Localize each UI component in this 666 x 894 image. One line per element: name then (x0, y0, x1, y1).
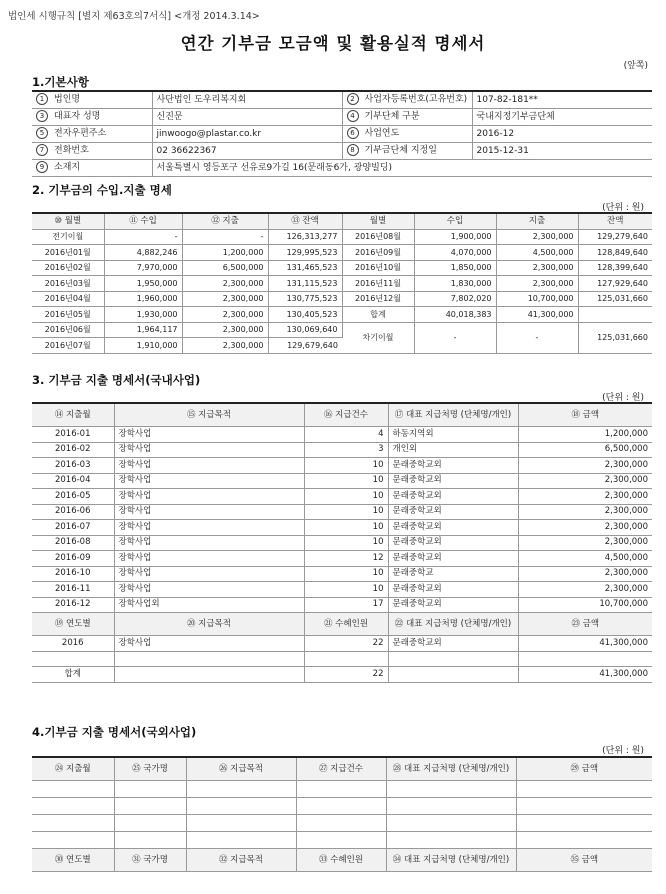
info-label (32, 160, 152, 177)
item-number-badge: 4 (347, 110, 359, 122)
info-value: 2016-12 (472, 126, 652, 143)
info-label (32, 109, 152, 126)
month-cell: 2016-11 (32, 582, 114, 598)
column-header: ㉑ 수혜인원 (304, 613, 388, 636)
table-cell: 1,964,117 (104, 322, 182, 338)
table-row (32, 597, 652, 613)
item-number-badge: 7 (36, 144, 48, 156)
table-cell: 1,960,000 (104, 291, 182, 307)
column-header: ⑮ 지급목적 (114, 403, 304, 427)
table-cell: 2,300,000 (496, 229, 578, 245)
column-header: ⑭ 지출월 (32, 403, 114, 427)
section2-unit: (단위 : 원) (602, 203, 644, 213)
column-header: ㉖ 지급목적 (186, 757, 296, 781)
column-header: 수입 (414, 213, 496, 229)
amount-cell: 2,300,000 (518, 489, 652, 505)
column-header: ㉓ 금액 (518, 613, 652, 636)
item-number-badge: 6 (347, 127, 359, 139)
amount-cell: 10,700,000 (518, 597, 652, 613)
empty-cell (516, 815, 652, 832)
table-row (32, 245, 652, 261)
info-row (32, 143, 652, 160)
field-label: 전화번호 (54, 145, 89, 156)
purpose-cell: 장학사업 (114, 473, 304, 489)
column-header: ⑰ 대표 지급처명 (단체명/개인) (388, 403, 518, 427)
count-cell: 17 (304, 597, 388, 613)
column-header: 지출 (496, 213, 578, 229)
recipient-cell: 문래중학교외 (388, 504, 518, 520)
empty-cell (388, 651, 518, 667)
table-cell: 10,700,000 (496, 291, 578, 307)
section3-heading: 3. 기부금 지출 명세서(국내사업) (32, 373, 201, 387)
table-cell: 40,018,383 (414, 307, 496, 323)
info-row (32, 109, 652, 126)
table-cell: 2016년07월 (32, 338, 104, 354)
purpose-cell: 장학사업 (114, 551, 304, 567)
empty-cell (296, 815, 386, 832)
month-cell: 2016-01 (32, 427, 114, 443)
total-amount: 41,300,000 (518, 667, 652, 683)
section4-heading: 4.기부금 지출 명세서(국외사업) (32, 725, 197, 739)
info-label (32, 126, 152, 143)
recipient-cell: 문래중학교외 (388, 535, 518, 551)
table-row (32, 489, 652, 505)
empty-cell (386, 832, 516, 849)
empty-cell (114, 832, 186, 849)
table-row (32, 260, 652, 276)
table-cell: 128,849,640 (578, 245, 652, 261)
info-label (342, 126, 472, 143)
table-cell: 2016년05월 (32, 307, 104, 323)
purpose-cell: 장학사업 (114, 427, 304, 443)
table-cell: 130,405,523 (268, 307, 342, 323)
table-cell: - (104, 229, 182, 245)
info-label (32, 91, 152, 109)
column-header: ㉙ 금액 (516, 757, 652, 781)
table-cell: 130,069,640 (268, 322, 342, 338)
info-value: 국내지정기부금단체 (472, 109, 652, 126)
amount-cell: 1,200,000 (518, 427, 652, 443)
table-cell: 1,830,000 (414, 276, 496, 292)
year-cell: 2016 (32, 636, 114, 652)
column-header: ⑳ 지급목적 (114, 613, 304, 636)
address-value: 서울특별시 영등포구 선유로9가길 16(문래동6가, 광양빌딩) (152, 160, 652, 177)
purpose-cell: 장학사업 (114, 535, 304, 551)
table-row (32, 427, 652, 443)
table-row (32, 442, 652, 458)
page-title: 연간 기부금 모금액 및 활용실적 명세서 (180, 34, 486, 53)
empty-row (32, 798, 652, 815)
info-label (32, 143, 152, 160)
empty-cell (186, 815, 296, 832)
count-cell: 10 (304, 535, 388, 551)
amount-cell: 2,300,000 (518, 535, 652, 551)
column-header: ㉝ 수혜인원 (296, 849, 386, 872)
column-header: ㉛ 국가명 (114, 849, 186, 872)
purpose-cell: 장학사업 (114, 458, 304, 474)
month-cell: 2016-08 (32, 535, 114, 551)
table-cell: 전기이월 (32, 229, 104, 245)
info-value: 사단법인 도우리복지회 (152, 91, 342, 109)
empty-cell (304, 651, 388, 667)
table-row (32, 520, 652, 536)
count-cell: 10 (304, 473, 388, 489)
table-header-row (32, 757, 652, 781)
section3-unit: (단위 : 원) (602, 393, 644, 403)
count-cell: 4 (304, 427, 388, 443)
field-label: 기부단체 구분 (364, 111, 420, 122)
total-count: 22 (304, 667, 388, 683)
recipient-cell: 문래중학교외 (388, 597, 518, 613)
table-row (32, 307, 652, 323)
empty-cell (296, 798, 386, 815)
table-cell: 2,300,000 (496, 260, 578, 276)
table-cell: 6,500,000 (182, 260, 268, 276)
count-cell: 3 (304, 442, 388, 458)
section1-heading: 1.기본사항 (32, 75, 89, 89)
field-label: 대표자 성명 (54, 111, 101, 122)
domestic-expense-table (32, 402, 652, 683)
info-value: 신진문 (152, 109, 342, 126)
purpose-cell: 장학사업 (114, 489, 304, 505)
table-cell: 1,850,000 (414, 260, 496, 276)
recipient-cell: 문래중학교외 (388, 551, 518, 567)
beneficiary-count-cell: 22 (304, 636, 388, 652)
column-header: ㉟ 금액 (516, 849, 652, 872)
table-cell: 2016년09월 (342, 245, 414, 261)
empty-cell (186, 832, 296, 849)
purpose-cell: 장학사업외 (114, 597, 304, 613)
empty-cell (516, 832, 652, 849)
total-row (32, 667, 652, 683)
table-cell: 1,950,000 (104, 276, 182, 292)
carry-over-label: 차기이월 (342, 322, 414, 353)
table-cell: 2016년12월 (342, 291, 414, 307)
empty-cell (32, 798, 114, 815)
info-row (32, 126, 652, 143)
form-reference: 법인세 시행규칙 [별지 제63호의7서식] <개정 2014.3.14> (8, 11, 260, 22)
table-cell: 2,300,000 (182, 322, 268, 338)
table-cell: 2016년04월 (32, 291, 104, 307)
info-value: 2015-12-31 (472, 143, 652, 160)
column-header: ㉞ 대표 지급처명 (단체명/개인) (386, 849, 516, 872)
table-cell: 127,929,640 (578, 276, 652, 292)
overseas-expense-table (32, 756, 652, 872)
count-cell: 10 (304, 489, 388, 505)
item-number-badge: 3 (36, 110, 48, 122)
field-label: 기부금단체 지정일 (364, 145, 437, 156)
column-header: ㉘ 대표 지급처명 (단체명/개인) (386, 757, 516, 781)
table-cell: 2016년01월 (32, 245, 104, 261)
month-cell: 2016-03 (32, 458, 114, 474)
table-cell: 41,300,000 (496, 307, 578, 323)
table-cell: 합계 (342, 307, 414, 323)
empty-cell (186, 798, 296, 815)
amount-cell: 41,300,000 (518, 636, 652, 652)
column-header: ㉜ 지급목적 (186, 849, 296, 872)
table-cell: 2016년11월 (342, 276, 414, 292)
column-header: ⑫ 지출 (182, 213, 268, 229)
info-value: jinwoogo@plastar.co.kr (152, 126, 342, 143)
recipient-cell: 문래중학교외 (388, 636, 518, 652)
carry-over-balance: 125,031,660 (578, 322, 652, 353)
recipient-cell: 문래중학교외 (388, 520, 518, 536)
table-cell: 1,900,000 (414, 229, 496, 245)
column-header: ⑩ 월별 (32, 213, 104, 229)
table-cell: 4,500,000 (496, 245, 578, 261)
item-number-badge: 9 (36, 161, 48, 173)
info-value: 107-82-181** (472, 91, 652, 109)
empty-row (32, 815, 652, 832)
table-cell: 2,300,000 (182, 276, 268, 292)
section4-unit: (단위 : 원) (602, 746, 644, 756)
field-label: 법인명 (54, 94, 81, 105)
count-cell: 10 (304, 458, 388, 474)
table-header-row (32, 849, 652, 872)
table-cell: 1,910,000 (104, 338, 182, 354)
recipient-cell: 문래중학교 (388, 566, 518, 582)
info-row-address (32, 160, 652, 177)
count-cell: 10 (304, 582, 388, 598)
table-row (32, 582, 652, 598)
column-header: ⑬ 잔액 (268, 213, 342, 229)
amount-cell: 2,300,000 (518, 582, 652, 598)
empty-cell (32, 651, 114, 667)
empty-row (32, 832, 652, 849)
info-value: 02 36622367 (152, 143, 342, 160)
table-cell: - (182, 229, 268, 245)
empty-cell (186, 781, 296, 798)
table-cell: 2,300,000 (496, 276, 578, 292)
empty-cell (32, 832, 114, 849)
month-cell: 2016-05 (32, 489, 114, 505)
column-header: ㉔ 지출월 (32, 757, 114, 781)
amount-cell: 4,500,000 (518, 551, 652, 567)
empty-cell (114, 667, 304, 683)
recipient-cell: 문래중학교외 (388, 473, 518, 489)
item-number-badge: 5 (36, 127, 48, 139)
table-cell: 2016년08월 (342, 229, 414, 245)
amount-cell: 6,500,000 (518, 442, 652, 458)
table-cell: 7,802,020 (414, 291, 496, 307)
carry-over-expense: - (496, 322, 578, 353)
table-row (32, 229, 652, 245)
table-cell: 129,995,523 (268, 245, 342, 261)
item-number-badge: 8 (347, 144, 359, 156)
column-header: ⑪ 수입 (104, 213, 182, 229)
empty-cell (32, 815, 114, 832)
empty-cell (386, 781, 516, 798)
table-cell: 2,300,000 (182, 307, 268, 323)
purpose-cell: 장학사업 (114, 636, 304, 652)
month-cell: 2016-10 (32, 566, 114, 582)
table-cell: 4,882,246 (104, 245, 182, 261)
table-cell: 2016년03월 (32, 276, 104, 292)
empty-cell (388, 667, 518, 683)
empty-row (32, 651, 652, 667)
recipient-cell: 문래중학교외 (388, 582, 518, 598)
table-cell: 128,399,640 (578, 260, 652, 276)
column-header: 월별 (342, 213, 414, 229)
table-row (32, 566, 652, 582)
table-cell: 7,970,000 (104, 260, 182, 276)
amount-cell: 2,300,000 (518, 473, 652, 489)
table-cell: 1,930,000 (104, 307, 182, 323)
count-cell: 10 (304, 520, 388, 536)
carry-over-income: - (414, 322, 496, 353)
count-cell: 12 (304, 551, 388, 567)
table-cell: 129,679,640 (268, 338, 342, 354)
empty-cell (516, 781, 652, 798)
empty-cell (114, 815, 186, 832)
table-cell: 129,279,640 (578, 229, 652, 245)
basic-info-table (32, 90, 652, 177)
empty-cell (114, 781, 186, 798)
field-label: 사업자등록번호(고유번호) (364, 94, 468, 105)
empty-cell (32, 781, 114, 798)
table-cell: 2016년06월 (32, 322, 104, 338)
amount-cell: 2,300,000 (518, 520, 652, 536)
table-row (32, 636, 652, 652)
table-cell: 1,200,000 (182, 245, 268, 261)
purpose-cell: 장학사업 (114, 504, 304, 520)
purpose-cell: 장학사업 (114, 520, 304, 536)
table-row (32, 535, 652, 551)
empty-cell (114, 798, 186, 815)
table-cell: 2,300,000 (182, 338, 268, 354)
table-row (32, 551, 652, 567)
purpose-cell: 장학사업 (114, 566, 304, 582)
empty-cell (114, 651, 304, 667)
empty-cell (296, 781, 386, 798)
count-cell: 10 (304, 504, 388, 520)
section2-heading: 2. 기부금의 수입.지출 명세 (32, 183, 172, 197)
column-header: ㉗ 지급건수 (296, 757, 386, 781)
month-cell: 2016-07 (32, 520, 114, 536)
table-header-row (32, 213, 652, 229)
recipient-cell: 문래중학교외 (388, 489, 518, 505)
table-cell (578, 307, 652, 323)
empty-row (32, 781, 652, 798)
column-header: ⑱ 금액 (518, 403, 652, 427)
table-cell: 130,775,523 (268, 291, 342, 307)
empty-cell (386, 815, 516, 832)
total-label: 합계 (32, 667, 114, 683)
purpose-cell: 장학사업 (114, 442, 304, 458)
empty-cell (296, 832, 386, 849)
item-number-badge: 2 (347, 93, 359, 105)
column-header: ㉕ 국가명 (114, 757, 186, 781)
table-row (32, 276, 652, 292)
recipient-cell: 문래중학교외 (388, 458, 518, 474)
info-row (32, 91, 652, 109)
amount-cell: 2,300,000 (518, 458, 652, 474)
table-cell: 2016년02월 (32, 260, 104, 276)
info-label (342, 109, 472, 126)
page-side-label: (앞쪽) (623, 61, 648, 71)
empty-cell (518, 651, 652, 667)
recipient-cell: 하동지역외 (388, 427, 518, 443)
table-cell: 131,115,523 (268, 276, 342, 292)
table-cell: 131,465,523 (268, 260, 342, 276)
amount-cell: 2,300,000 (518, 566, 652, 582)
table-row (32, 473, 652, 489)
table-row (32, 291, 652, 307)
field-label: 전자우편주소 (54, 128, 107, 139)
income-expense-table (32, 212, 652, 354)
table-row (32, 458, 652, 474)
table-header-row (32, 403, 652, 427)
column-header: 잔액 (578, 213, 652, 229)
month-cell: 2016-09 (32, 551, 114, 567)
column-header: ㉚ 연도별 (32, 849, 114, 872)
column-header: ⑯ 지급건수 (304, 403, 388, 427)
table-cell: 4,070,000 (414, 245, 496, 261)
empty-cell (516, 798, 652, 815)
info-label (342, 91, 472, 109)
field-label: 소재지 (54, 162, 81, 173)
table-cell: 2,300,000 (182, 291, 268, 307)
count-cell: 10 (304, 566, 388, 582)
amount-cell: 2,300,000 (518, 504, 652, 520)
column-header: ⑲ 연도별 (32, 613, 114, 636)
info-label (342, 143, 472, 160)
month-cell: 2016-12 (32, 597, 114, 613)
purpose-cell: 장학사업 (114, 582, 304, 598)
table-cell: 126,313,277 (268, 229, 342, 245)
table-header-row (32, 613, 652, 636)
month-cell: 2016-04 (32, 473, 114, 489)
empty-cell (386, 798, 516, 815)
recipient-cell: 개인외 (388, 442, 518, 458)
month-cell: 2016-06 (32, 504, 114, 520)
field-label: 사업연도 (364, 128, 400, 139)
table-row (32, 504, 652, 520)
table-cell: 125,031,660 (578, 291, 652, 307)
month-cell: 2016-02 (32, 442, 114, 458)
item-number-badge: 1 (36, 93, 48, 105)
table-cell: 2016년10월 (342, 260, 414, 276)
column-header: ㉒ 대표 지급처명 (단체명/개인) (388, 613, 518, 636)
table-row (32, 322, 652, 338)
